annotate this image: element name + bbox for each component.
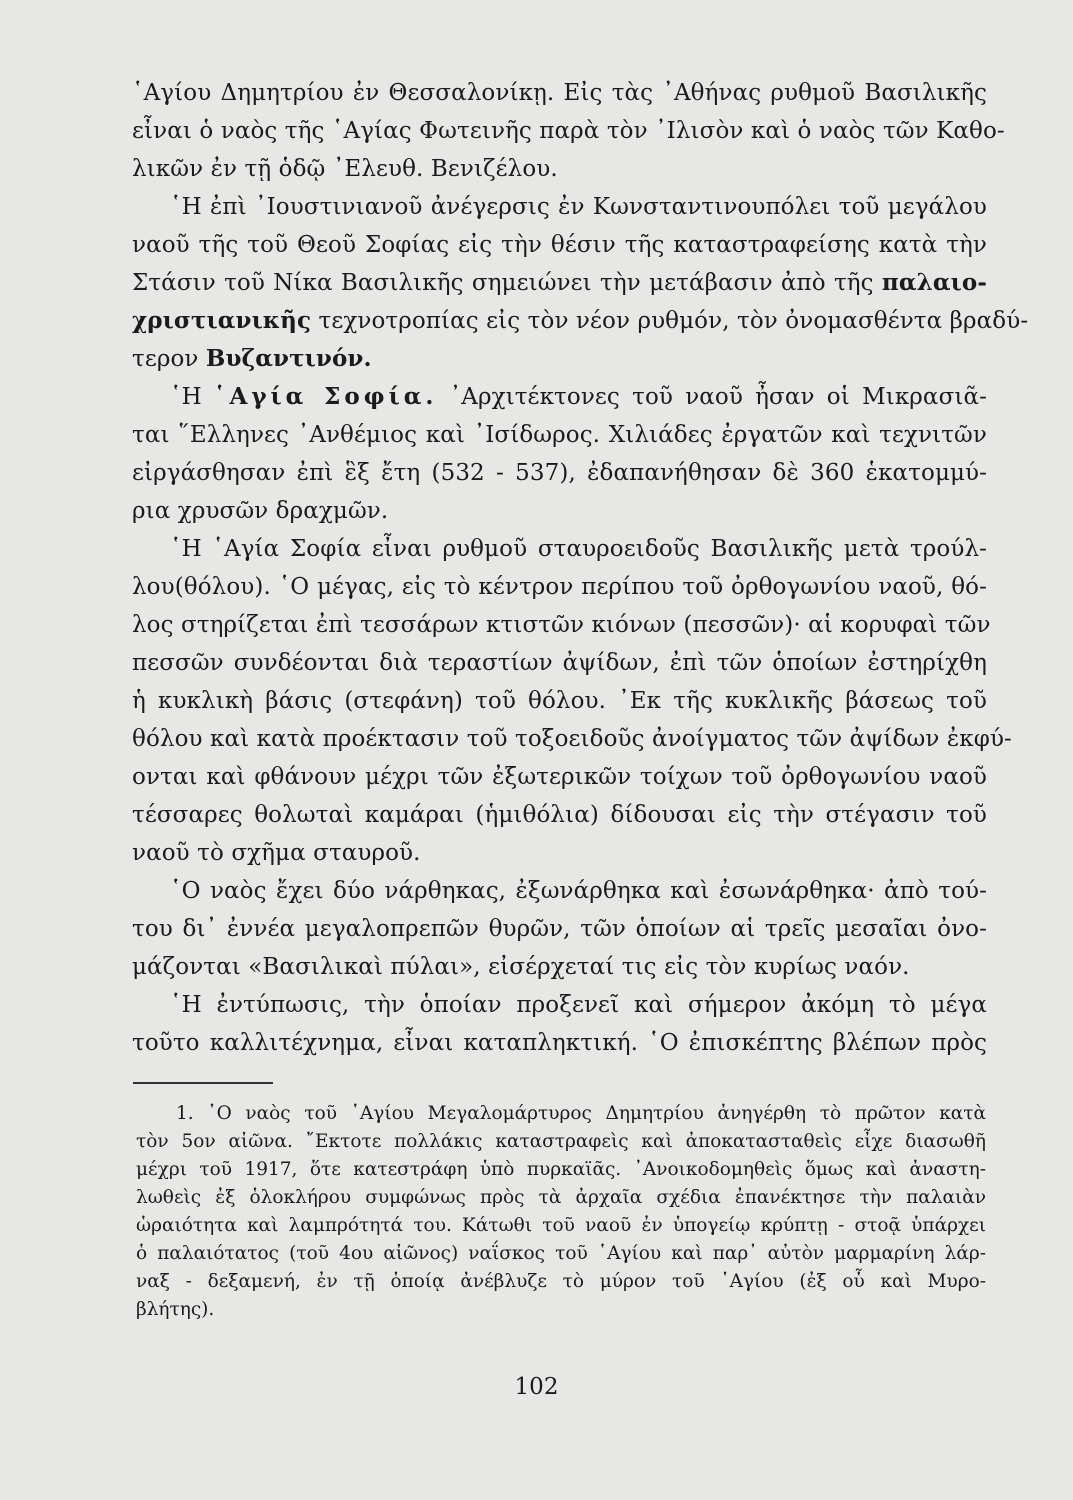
text-segment: Στάσιν τοῦ Νίκα Βασιλικῆς σημειώνει τὴν μετάβασιν ἀπὸ τῆς: [132, 270, 882, 296]
bold-term: χριστιανικῆς: [132, 307, 312, 334]
text-segment: τεχνοτροπίας εἰς τὸν νέον ρυθμόν, τὸν ὀνομασθέντα βραδύ-: [311, 308, 1029, 334]
text-line: τοῦτο καλλιτέχνημα, εἶναι καταπληκτική. ῾Ο ἐπισκέπτης βλέπων πρὸς: [132, 1030, 987, 1056]
text-line: ῾Ο ναὸς ἔχει δύο νάρθηκας, ἐξωνάρθηκα καὶ ἐσωνάρθηκα· ἀπὸ τού-: [170, 878, 987, 904]
footnote-line: ὡραιότητα καὶ λαμπρότητά του. Κάτωθι τοῦ ναοῦ ἐν ὑπογείῳ κρύπτῃ - στοᾷ ὑπάρχει: [136, 1215, 986, 1236]
text-line: τέσσαρες θολωταὶ καμάραι (ἡμιθόλια) δίδουσαι εἰς τὴν στέγασιν τοῦ: [132, 802, 987, 828]
bold-term: Βυζαντινόν.: [205, 345, 372, 372]
footnote-line: 1. ῾Ο ναὸς τοῦ ῾Αγίου Μεγαλομάρτυρος Δημητρίου ἀνηγέρθη τὸ πρῶτον κατὰ: [176, 1103, 986, 1124]
text-line: ρια χρυσῶν δραχμῶν.: [132, 498, 389, 524]
text-segment: τερον: [132, 346, 206, 372]
text-line: εἰργάσθησαν ἐπὶ ἓξ ἔτη (532 - 537), ἐδαπανήθησαν δὲ 360 ἑκατομμύ-: [132, 460, 987, 486]
text-line: ναοῦ τῆς τοῦ Θεοῦ Σοφίας εἰς τὴν θέσιν τῆς καταστραφείσης κατὰ τὴν: [132, 232, 987, 258]
text-line: του δι᾿ ἐννέα μεγαλοπρεπῶν θυρῶν, τῶν ὁποίων αἱ τρεῖς μεσαῖαι ὀνο-: [132, 916, 987, 942]
text-line: ναοῦ τὸ σχῆμα σταυροῦ.: [132, 840, 421, 866]
text-line: εἶναι ὁ ναὸς τῆς ῾Αγίας Φωτεινῆς παρὰ τὸν ᾿Ιλισὸν καὶ ὁ ναὸς τῶν Καθο-: [132, 118, 1005, 144]
text-line: ονται καὶ φθάνουν μέχρι τῶν ἐξωτερικῶν τοίχων τοῦ ὀρθογωνίου ναοῦ: [132, 764, 987, 790]
text-segment: ᾿Αρχιτέκτονες τοῦ ναοῦ ἦσαν οἱ Μικρασιᾶ-: [437, 384, 987, 410]
footnote-line: ναξ - δεξαμενή, ἐν τῇ ὁποίᾳ ἀνέβλυζε τὸ μύρον τοῦ ῾Αγίου (ἐξ οὗ καὶ Μυρο-: [136, 1271, 986, 1292]
text-line: λικῶν ἐν τῇ ὁδῷ ᾿Ελευθ. Βενιζέλου.: [132, 156, 558, 182]
footnote-line: ὁ παλαιότατος (τοῦ 4ου αἰῶνος) ναΐσκος τοῦ ῾Αγίου καὶ παρ᾿ αὐτὸν μαρμαρίνη λάρ-: [136, 1243, 986, 1264]
text-line: λος στηρίζεται ἐπὶ τεσσάρων κτιστῶν κιόνων (πεσσῶν)· αἱ κορυφαὶ τῶν: [132, 612, 991, 638]
footnote-line: βλήτης).: [136, 1299, 215, 1320]
section-heading: ῾Αγία Σοφία.: [213, 383, 438, 410]
text-line: ῾Αγίου Δημητρίου ἐν Θεσσαλονίκῃ. Εἰς τὰς ᾿Αθήνας ρυθμοῦ Βασιλικῆς: [132, 80, 987, 106]
text-line: λου(θόλου). ῾Ο μέγας, εἰς τὸ κέντρον περίπου τοῦ ὀρθογωνίου ναοῦ, θό-: [132, 574, 987, 600]
footnote-rule: [133, 1082, 273, 1084]
text-segment: ῾Η: [170, 384, 214, 410]
text-line: [132, 306, 1029, 336]
footnote-line: μέχρι τοῦ 1917, ὅτε κατεστράφη ὑπὸ πυρκαϊᾶς. ᾿Ανοικοδομηθεὶς ὅμως καὶ ἀναστη-: [136, 1159, 986, 1180]
text-line: ῾Η ἐπὶ ᾿Ιουστινιανοῦ ἀνέγερσις ἐν Κωνσταντινουπόλει τοῦ μεγάλου: [170, 194, 987, 220]
text-line: [132, 344, 987, 374]
text-line: ἡ κυκλικὴ βάσις (στεφάνη) τοῦ θόλου. ᾿Εκ τῆς κυκλικῆς βάσεως τοῦ: [132, 688, 987, 714]
text-line: ῾Η ἐντύπωσις, τὴν ὁποίαν προξενεῖ καὶ σήμερον ἀκόμη τὸ μέγα: [170, 992, 987, 1018]
text-line: [132, 268, 987, 298]
text-line: θόλου καὶ κατὰ προέκτασιν τοῦ τοξοειδοῦς ἀνοίγματος τῶν ἀψίδων ἐκφύ-: [132, 726, 1012, 752]
text-line: μάζονται «Βασιλικαὶ πύλαι», εἰσέρχεταί τις εἰς τὸν κυρίως ναόν.: [132, 954, 910, 980]
section-heading-line: [170, 382, 987, 412]
page-number: 102: [514, 1374, 559, 1400]
footnote-line: τὸν 5ον αἰῶνα. ῎Εκτοτε πολλάκις καταστραφεὶς καὶ ἀποκατασταθεὶς εἶχε διασωθῆ: [136, 1131, 986, 1152]
text-line: πεσσῶν συνδέονται διὰ τεραστίων ἀψίδων, ἐπὶ τῶν ὁποίων ἐστηρίχθη: [132, 650, 987, 676]
text-line: ῾Η ῾Αγία Σοφία εἶναι ρυθμοῦ σταυροειδοῦς Βασιλικῆς μετὰ τρούλ-: [170, 536, 987, 562]
bold-term: παλαιο-: [881, 269, 987, 296]
footnote-line: λωθεὶς ἐξ ὁλοκλήρου συμφώνως πρὸς τὰ ἀρχαῖα σχέδια ἐπανέκτησε τὴν παλαιὰν: [136, 1187, 986, 1208]
text-line: ται ῞Ελληνες ᾿Ανθέμιος καὶ ᾿Ισίδωρος. Χιλιάδες ἐργατῶν καὶ τεχνιτῶν: [132, 422, 987, 448]
